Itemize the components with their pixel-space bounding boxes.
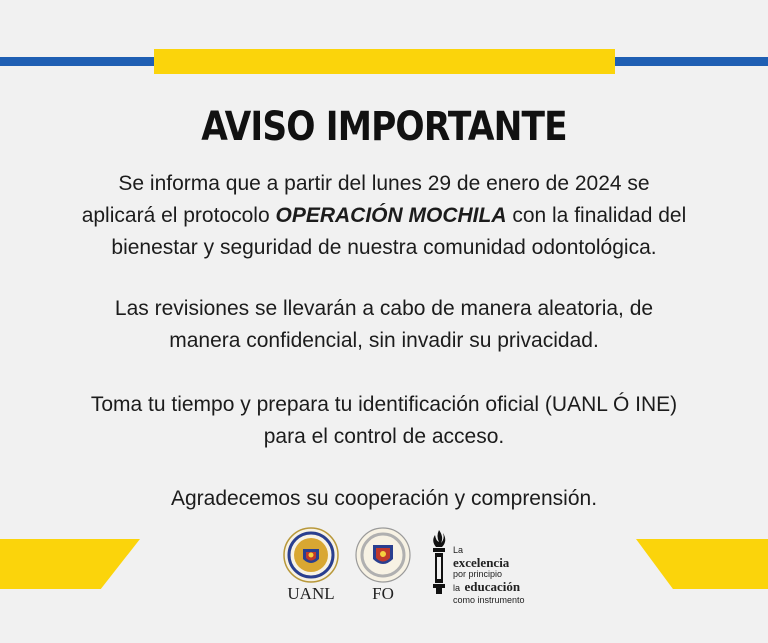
- paragraph-line: Se informa que a partir del lunes 29 de enero de 2024 se: [118, 172, 650, 195]
- top-blue-stripe-left: [0, 57, 160, 66]
- paragraph-identification: [40, 389, 728, 453]
- paragraph-random-checks: [40, 293, 728, 357]
- text-segment: con la finalidad del: [506, 204, 687, 227]
- paragraph-line: [40, 200, 728, 232]
- paragraph-line: Las revisiones se llevarán a cabo de manera aleatoria, de: [114, 297, 654, 320]
- motto-la-prefix: la: [453, 583, 461, 593]
- page-title: AVISO IMPORTANTE: [201, 104, 567, 150]
- paragraph-line: Toma tu tiempo y prepara tu identificación oficial (UANL Ó INE): [90, 393, 678, 416]
- motto-como-instrumento: como instrumento: [453, 595, 525, 605]
- motto-la: La: [453, 545, 464, 555]
- paragraph-thanks: Agradecemos su cooperación y comprensión.: [170, 487, 598, 510]
- text-segment: aplicará el protocolo: [81, 204, 276, 227]
- bottom-right-yellow-shape: [636, 539, 768, 589]
- operation-name-highlight: OPERACIÓN MOCHILA: [275, 204, 507, 227]
- fo-label: FO: [372, 584, 394, 603]
- torch-icon: [428, 529, 450, 595]
- bottom-left-yellow-shape: [0, 539, 140, 589]
- uanl-label: UANL: [287, 584, 335, 603]
- motto-por-principio: por principio: [453, 569, 503, 579]
- paragraph-operation-notice: [40, 168, 728, 264]
- paragraph-line: bienestar y seguridad de nuestra comunidad odontológica.: [111, 236, 657, 259]
- fo-seal-icon: [355, 527, 411, 583]
- uanl-seal-icon: [283, 527, 339, 583]
- motto-educacion: educación: [464, 579, 521, 594]
- motto-la-educacion: [453, 580, 525, 595]
- motto-excelencia: excelencia: [453, 555, 510, 570]
- top-yellow-bar: [154, 49, 615, 74]
- paragraph-line: manera confidencial, sin invadir su privacidad.: [169, 329, 599, 352]
- top-blue-stripe-right: [610, 57, 768, 66]
- motto-text: [453, 545, 525, 606]
- paragraph-line: para el control de acceso.: [263, 425, 505, 448]
